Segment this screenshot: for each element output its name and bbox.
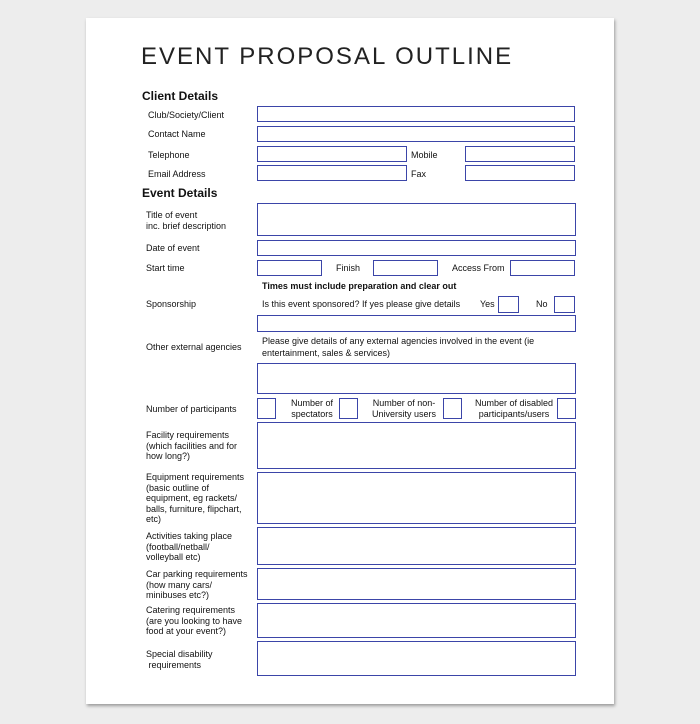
catering-label: Catering requirements (are you looking to have food at your event?) [146,605,243,636]
participants-field[interactable] [257,398,276,419]
fax-field[interactable] [465,165,575,181]
disabled-participants-label: Number of disabled participants/users [474,398,554,419]
contact-name-field[interactable] [257,126,575,142]
car-parking-field[interactable] [257,568,576,600]
document-page [86,18,614,704]
finish-label: Finish [336,263,361,273]
facility-field[interactable] [257,422,576,469]
equipment-field[interactable] [257,472,576,524]
spectators-label: Number of spectators [290,398,334,419]
page-title: EVENT PROPOSAL OUTLINE [141,43,514,70]
no-checkbox[interactable] [554,296,575,313]
event-title-label: Title of event inc. brief description [146,210,227,231]
agencies-note: Please give details of any external agencies involved in the event (ie entertainment, sales & services) [262,336,535,358]
date-field[interactable] [257,240,576,256]
sponsorship-label: Sponsorship [146,299,197,309]
date-label: Date of event [146,243,200,253]
facility-label: Facility requirements (which facilities and for how long?) [146,430,238,461]
sponsored-question: Is this event sponsored? If yes please give details [262,299,461,309]
yes-checkbox[interactable] [498,296,519,313]
start-time-label: Start time [146,263,185,273]
external-agencies-label: Other external agencies [146,342,242,352]
spectators-field[interactable] [339,398,358,419]
equipment-label: Equipment requirements (basic outline of equipment, eg rackets/ balls, furniture, flipchart, etc) [146,472,245,524]
event-details-heading: Event Details [142,186,218,200]
telephone-field[interactable] [257,146,407,162]
club-label: Club/Society/Client [148,110,225,120]
special-disability-label: Special disability requirements [146,649,213,670]
contact-name-label: Contact Name [148,129,206,139]
access-from-label: Access From [452,263,505,273]
finish-field[interactable] [373,260,438,276]
email-label: Email Address [148,169,206,179]
non-university-field[interactable] [443,398,462,419]
no-label: No [536,299,548,309]
yes-label: Yes [480,299,495,309]
times-note: Times must include preparation and clear out [262,281,457,291]
activities-label: Activities taking place (football/netball/ volleyball etc) [146,531,233,562]
special-disability-field[interactable] [257,641,576,676]
start-time-field[interactable] [257,260,322,276]
fax-label: Fax [411,169,427,179]
access-from-field[interactable] [510,260,575,276]
agencies-field[interactable] [257,363,576,394]
mobile-label: Mobile [411,150,438,160]
telephone-label: Telephone [148,150,190,160]
disabled-participants-field[interactable] [557,398,576,419]
catering-field[interactable] [257,603,576,638]
activities-field[interactable] [257,527,576,565]
mobile-field[interactable] [465,146,575,162]
non-university-label: Number of non- University users [371,398,436,419]
club-field[interactable] [257,106,575,122]
participants-label: Number of participants [146,404,237,414]
email-field[interactable] [257,165,407,181]
client-details-heading: Client Details [142,89,219,103]
event-title-field[interactable] [257,203,576,236]
car-parking-label: Car parking requirements (how many cars/ minibuses etc?) [146,569,248,600]
sponsorship-details-field[interactable] [257,315,576,332]
